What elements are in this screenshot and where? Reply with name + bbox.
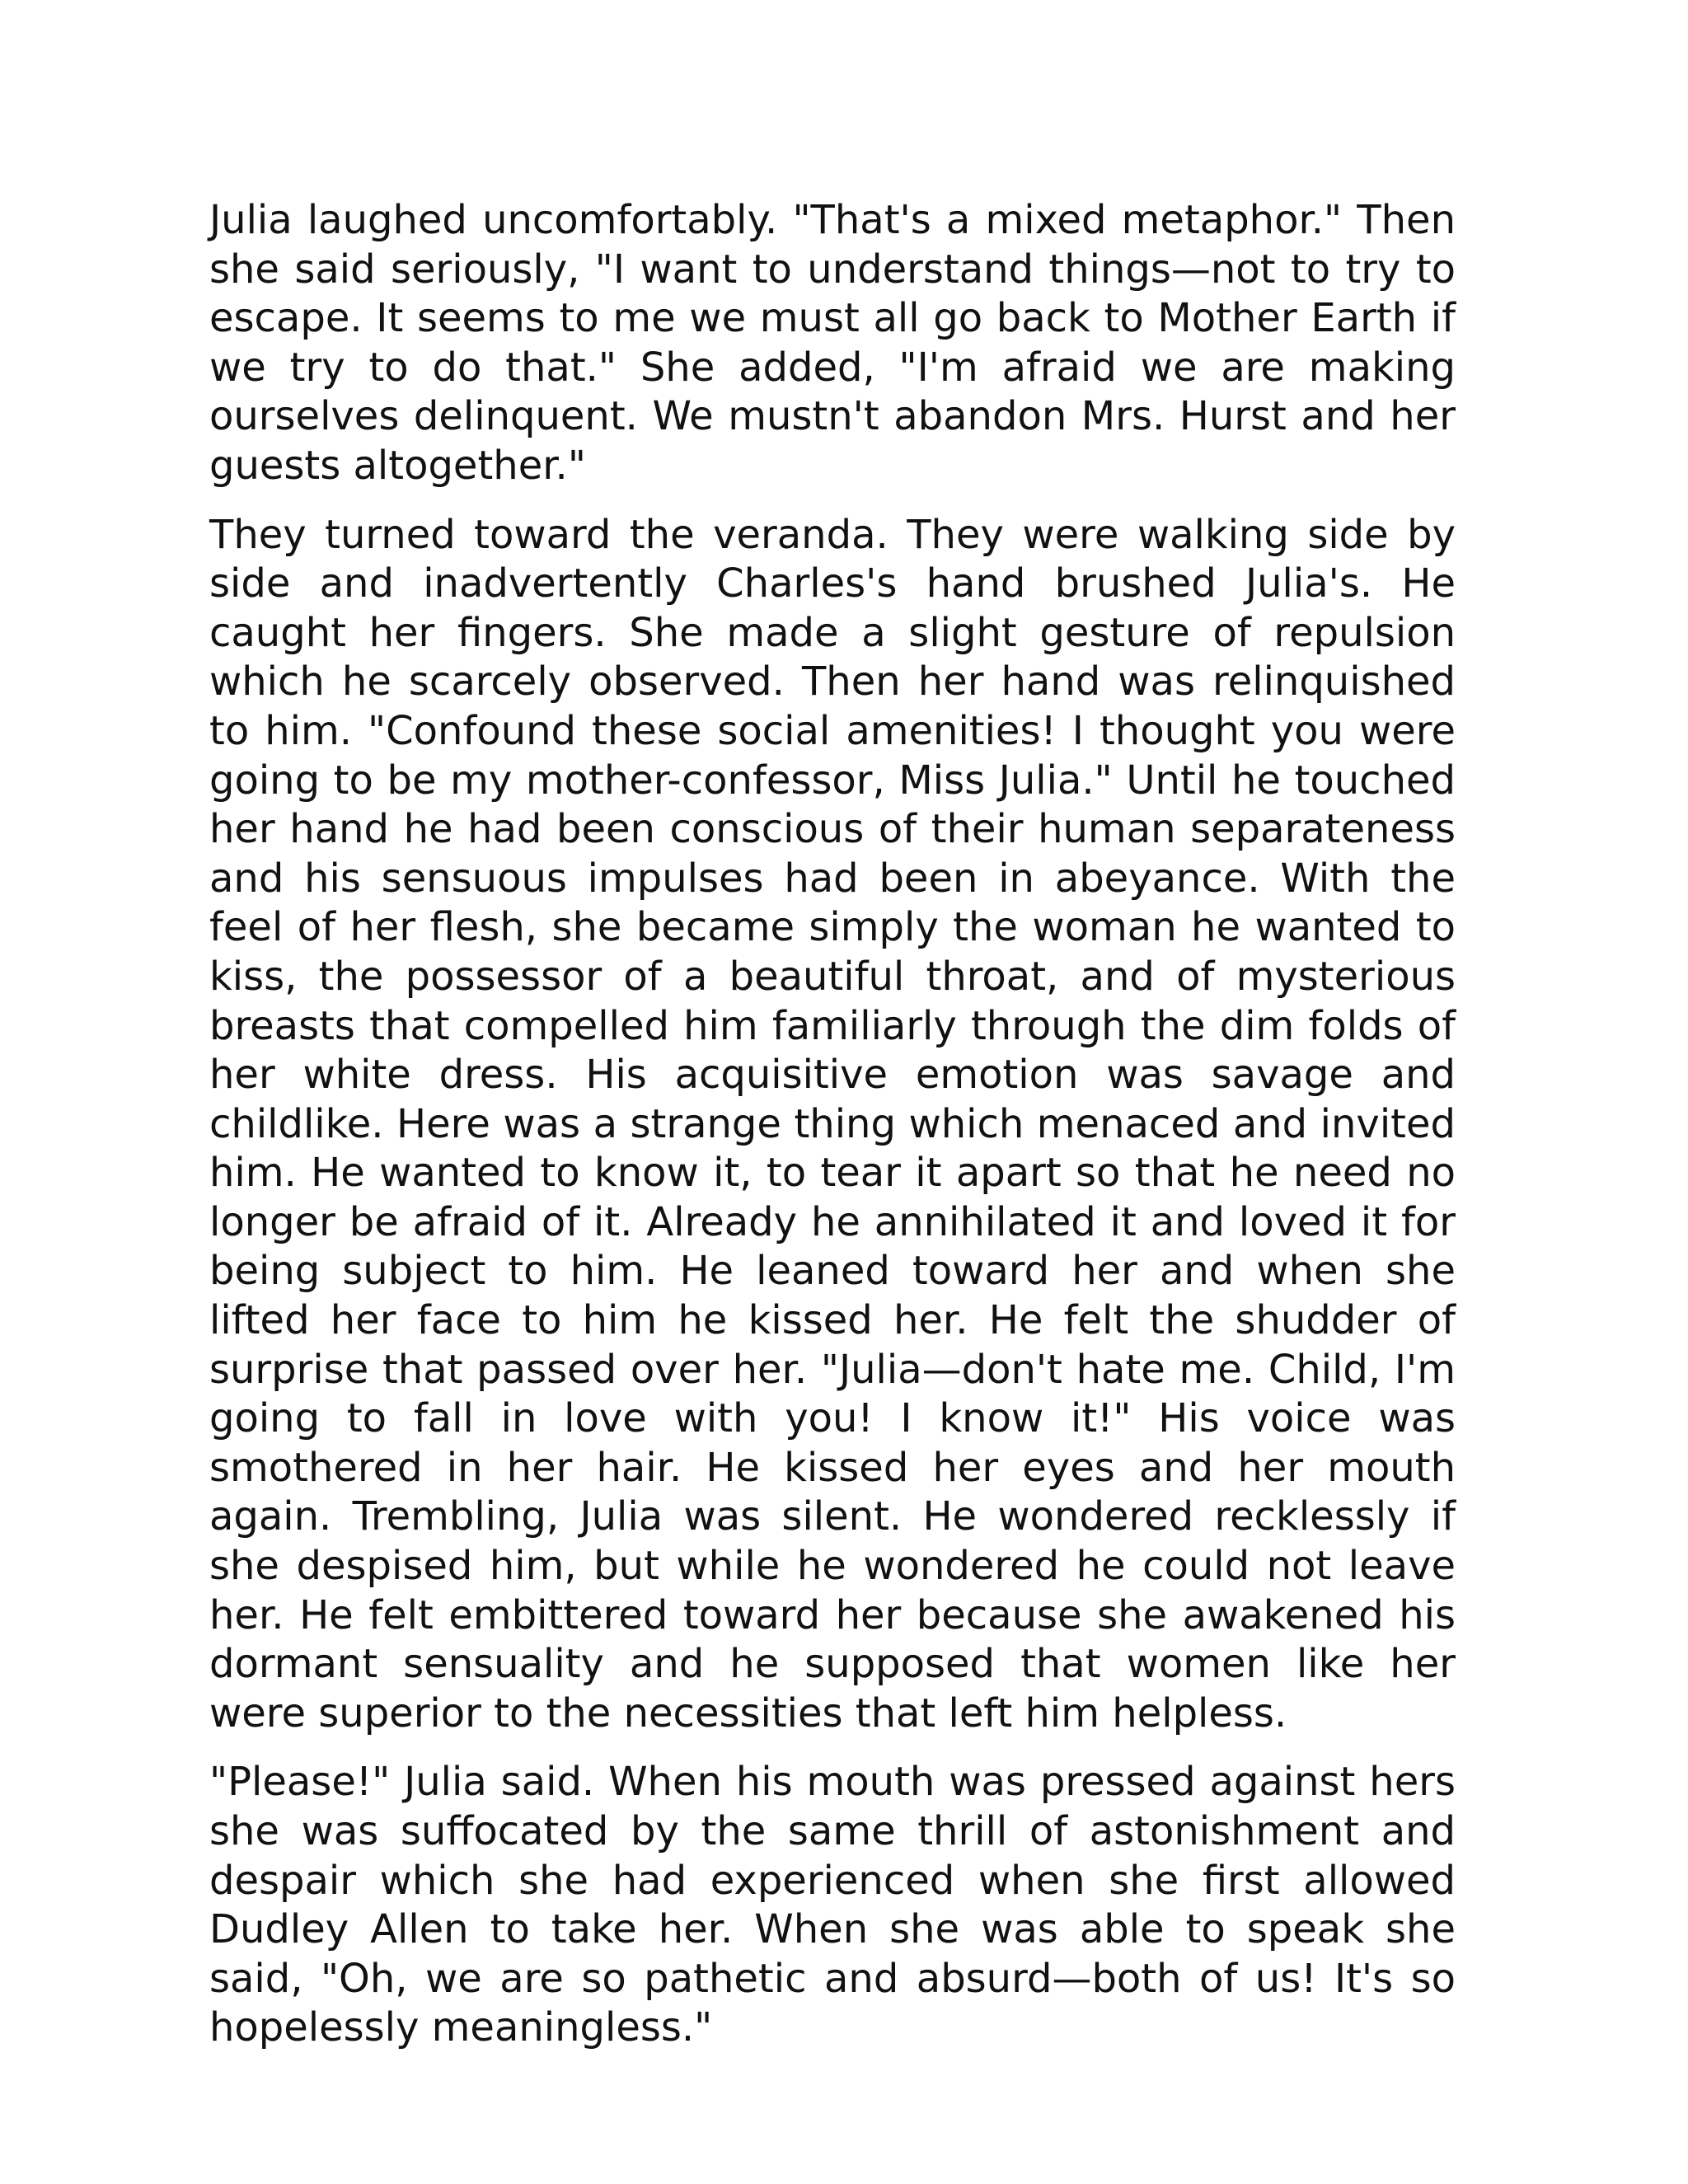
body-text [209, 196, 1456, 2073]
paragraph-3: "Please!" Julia said. When his mouth was pressed against hers she was suffocated by the same thrill of astonishment and despair which she had experienced when she first allowed Dudley Allen to take her. When she was able to speak she said, "Oh, we are so pathetic and absurd—both of us! It's so hopelessly meaningless." [209, 1759, 1456, 2051]
paragraph-2: They turned toward the veranda. They were walking side by side and inadvertently Charles's hand brushed Julia's. He caught her fingers. She made a slight gesture of repulsion which he scarcely observed. Then her hand was relinquished to him. "Confound these social amenities! I thought you were going to be my mother-confessor, Miss Julia." Until he touched her hand he had been conscious of their human separateness and his sensuous impulses had been in abeyance. With the feel of her flesh, she became simply the woman he wanted to kiss, the possessor of a beautiful throat, and of mysterious breasts that compelled him familiarly through the dim folds of her white dress. His acquisitive emotion was savage and childlike. Here was a strange thing which menaced and invited him. He wanted to know it, to tear it apart so that he need no longer be afraid of it. Already he annihilated it and loved it for being subject to him. He leaned toward her and when she lifted her face to him he kissed her. He felt the shudder of surprise that passed over her. "Julia—don't hate me. Child, I'm going to fall in love with you! I know it!" His voice was smothered in her hair. He kissed her eyes and her mouth again. Trembling, Julia was silent. He wondered recklessly if she despised him, but while he wondered he could not leave her. He felt embittered toward her because she awakened his dormant sensuality and he supposed that women like her were superior to the necessities that left him helpless. [209, 511, 1456, 1736]
paragraph-1: Julia laughed uncomfortably. "That's a mixed metaphor." Then she said seriously, "I want to understand things—not to try to escape. It seems to me we must all go back to Mother Earth if we try to do that." She added, "I'm afraid we are making ourselves delinquent. We mustn't abandon Mrs. Hurst and her guests altogether." [209, 197, 1456, 489]
